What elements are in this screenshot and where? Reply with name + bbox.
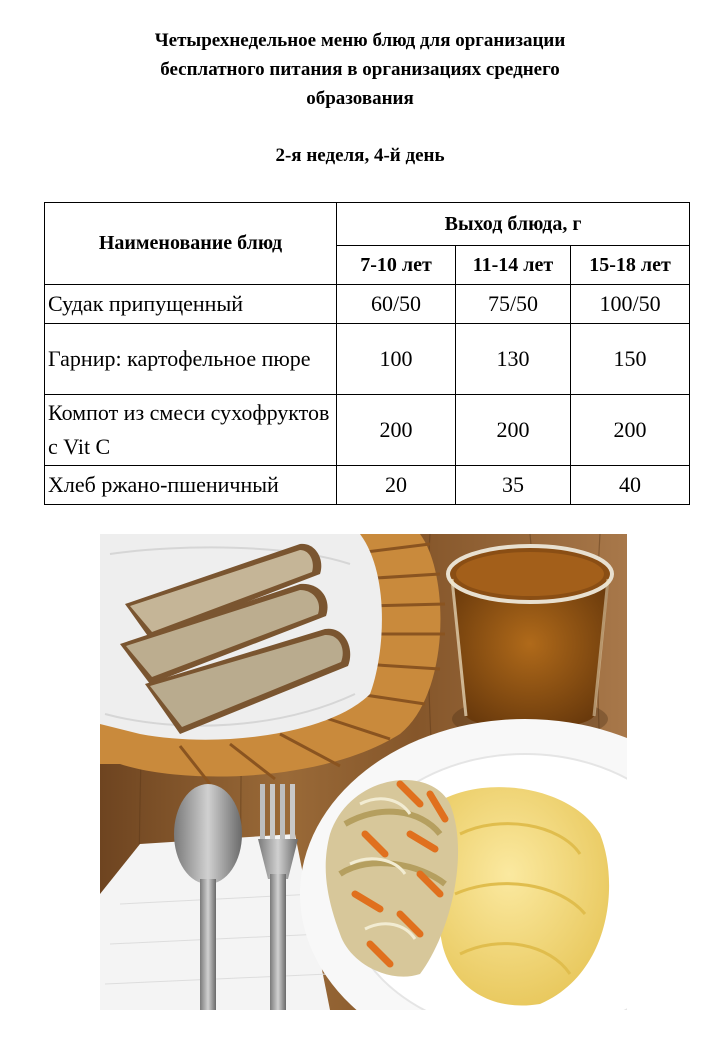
dish-name-cell: Гарнир: картофельное пюре <box>45 324 337 395</box>
portion-cell: 35 <box>456 466 571 505</box>
portion-cell: 60/50 <box>337 285 456 324</box>
portion-cell: 150 <box>571 324 690 395</box>
meal-photo-illustration <box>100 534 627 1010</box>
portion-cell: 100 <box>337 324 456 395</box>
table-row <box>45 324 690 395</box>
compote-glass <box>448 546 612 741</box>
dish-name-cell: Компот из смеси сухофруктов с Vit C <box>45 395 337 466</box>
menu-table <box>44 202 690 505</box>
portion-cell: 20 <box>337 466 456 505</box>
dish-name-cell: Хлеб ржано-пшеничный <box>45 466 337 505</box>
portion-cell: 200 <box>571 395 690 466</box>
title-line-1: Четырехнедельное меню блюд для организации <box>154 30 566 51</box>
table-row <box>45 395 690 466</box>
portion-cell: 200 <box>337 395 456 466</box>
header-age-7-10: 7-10 лет <box>337 246 456 285</box>
title-line-3: образования <box>306 88 414 109</box>
document-title <box>0 26 720 113</box>
portion-cell: 75/50 <box>456 285 571 324</box>
header-age-11-14: 11-14 лет <box>456 246 571 285</box>
document-subtitle: 2-я неделя, 4-й день <box>275 145 445 166</box>
title-line-2: бесплатного питания в организациях среднего <box>160 59 560 80</box>
dish-name-cell: Судак припущенный <box>45 285 337 324</box>
meal-photo <box>100 534 627 1010</box>
portion-cell: 100/50 <box>571 285 690 324</box>
header-output: Выход блюда, г <box>337 203 690 246</box>
header-dish-name: Наименование блюд <box>45 203 337 285</box>
portion-cell: 200 <box>456 395 571 466</box>
portion-cell: 40 <box>571 466 690 505</box>
header-age-15-18: 15-18 лет <box>571 246 690 285</box>
table-row <box>45 466 690 505</box>
portion-cell: 130 <box>456 324 571 395</box>
table-row <box>45 285 690 324</box>
